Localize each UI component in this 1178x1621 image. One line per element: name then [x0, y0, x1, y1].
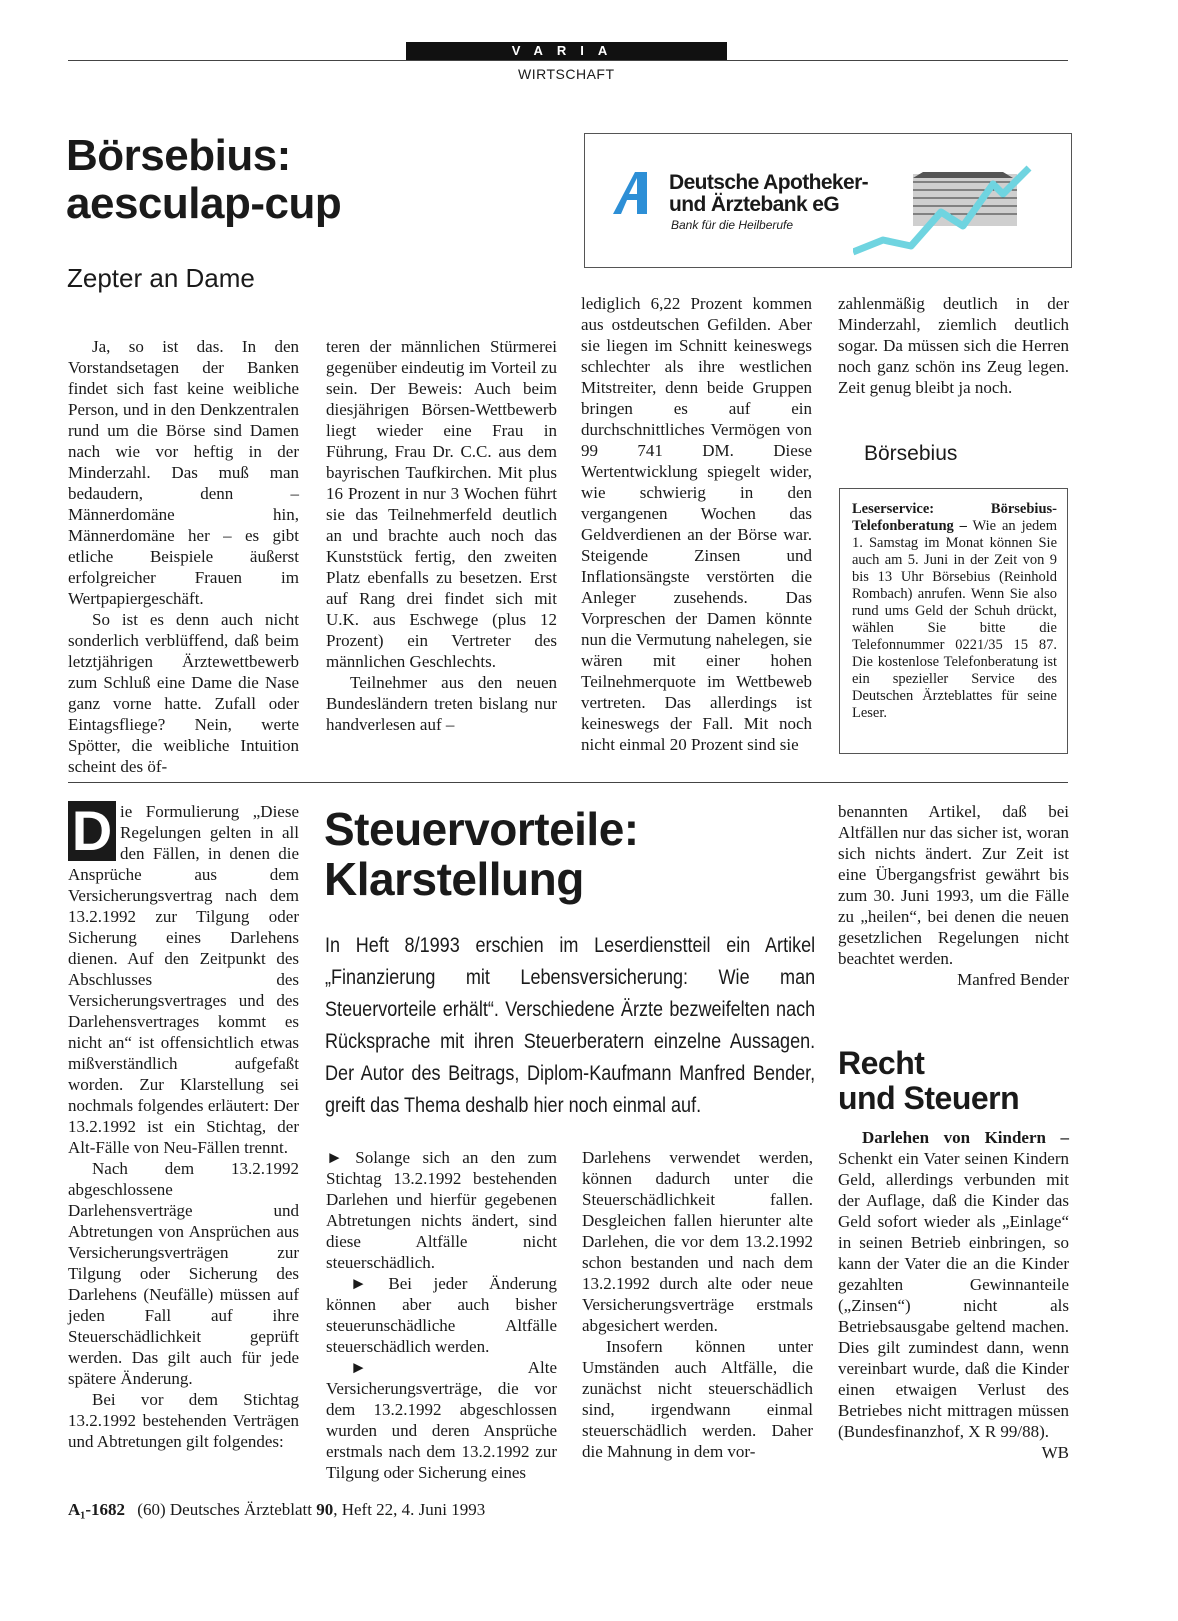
- building-chart-icon: [853, 164, 1053, 256]
- section-band: VARIA: [406, 42, 727, 60]
- article3-initials: WB: [1041, 1443, 1069, 1462]
- article1-col2-para2: Teilnehmer aus den neuen Bundesländern treten bislang nur handverlesen auf –: [326, 673, 557, 734]
- bank-advertisement: [584, 133, 1072, 268]
- article2-left-para1: ie Formulierung „Diese Regelungen gelten in all den Fällen, in denen die Ansprüche aus dem Versicherungsvertrag nach dem 13.2.1992 zur Tilgung oder Sicherung eines Darlehens dienen. Auf den Zeitpunkt des Abschlusses des Versicherungsvertrages und des Darlehensvertrages kommt es nicht an“ ist offensichtlich etwas mißverständlich aufgefaßt worden. Zur Klarstellung sei nochmals folgendes erläutert: Der 13.2.1992 ist ein Stichtag, der Alt-Fälle von Neu-Fällen trennt.: [68, 802, 299, 1157]
- bank-name: [669, 172, 868, 216]
- article1-col1-para2: So ist es denn auch nicht sonderlich verblüffend, daß beim letztjährigen Ärztewettbewerb zum Schluß eine Dame die Nase ganz vorne hatte. Zufall oder Eintagsfliege? Nein, werte Spötter, die weibliche Intuition scheint des öf-: [68, 610, 299, 776]
- article3-lead: Darlehen von Kindern –: [862, 1128, 1069, 1147]
- section-subtitle: WIRTSCHAFT: [518, 66, 615, 82]
- article2-lead-text: In Heft 8/1993 erschien im Leserdienstteil ein Artikel „Finanzierung mit Lebensversicherung: Wie man Steuervorteile erhält“. Verschiedene Ärzte bezweifelten nach Rücksprache mit ihren Steuerberatern einzelne Aussagen. Der Autor des Beitrags, Diplom-Kaufmann Manfred Bender, greift das Thema deshalb hier noch einmal auf.: [325, 934, 816, 1117]
- article2-title-line2: Klarstellung: [324, 853, 584, 905]
- article2-left-para3: Bei vor dem Stichtag 13.2.1992 bestehenden Verträgen und Abtretungen gilt folgendes:: [68, 1390, 299, 1451]
- dropcap-spacer: [68, 801, 120, 861]
- article2-mid1-para3: ► Alte Versicherungsverträge, die vor dem 13.2.1992 abgeschlossen wurden und deren Ansprüche erstmals nach dem 13.2.1992 zur Tilgung oder Sicherung eines: [326, 1358, 557, 1482]
- footer-citation: (60) Deutsches Ärzteblatt: [137, 1500, 312, 1519]
- article2-right-para: benannten Artikel, daß bei Altfällen nur das sicher ist, woran sich nichts ändert. Zur Zeit ist eine Übergangsfrist gewährt bis zum 30. Juni 1993, um die Fälle zu „heilen“, bei denen die neuen gesetzlichen Regelungen nicht beachtet werden.: [838, 802, 1069, 968]
- bank-tagline: Bank für die Heilberufe: [671, 218, 794, 232]
- footer-volume: 90: [316, 1500, 334, 1519]
- article2-author: Manfred Bender: [957, 970, 1069, 989]
- page-footer: [68, 1500, 485, 1520]
- bank-logo-icon: [609, 170, 659, 216]
- article-divider: [68, 782, 1068, 783]
- article2-mid1-para1: ► Solange sich an den zum Stichtag 13.2.1992 bestehenden Darlehen und hierfür gegebenen Abtretungen nichts ändert, sind diese Altfälle nicht steuerschädlich.: [326, 1148, 557, 1272]
- article1-col1-para1: Ja, so ist das. In den Vorstandsetagen der Banken findet sich fast keine weibliche Person, und in den Denkzentralen rund um die Börse sind Damen nach wie vor heftig in der Minderzahl. Das muß man bedaudern, denn – Männerdomäne hin, Männerdomäne her – es gibt etliche Beispiele äußerst erfolgreicher Frauen im Wertpapiergeschäft.: [68, 337, 299, 608]
- article1-column-4: [838, 293, 1069, 398]
- footer-page-code: A₁-1682: [68, 1500, 126, 1519]
- article1-col2-para1: teren der männlichen Stürmerei gegenüber eindeutig im Vorteil zu sein. Der Beweis: Auch beim diesjährigen Börsen-Wettbewerb liegt wieder eine Frau in Führung, Frau Dr. C.C. aus dem bayrischen Taufkirchen. Mit plus 16 Prozent in nur 3 Wochen führt sie das Teilnehmerfeld deutlich an und brachte auch noch das Kunststück fertig, den zweiten Platz ebenfalls zu besetzen. Erst auf Rang drei findet sich mit U.K. aus Eschwege (plus 12 Prozent) ein Vertreter des männlichen Geschlechts.: [326, 337, 557, 671]
- article1-title-line1: Börsebius:: [66, 131, 291, 180]
- article2-left-column: [68, 801, 299, 1452]
- article3-body-text: Schenkt ein Vater seinen Kindern Geld, allerdings verbunden mit der Auflage, daß die Kinder das Geld sofort wieder als „Einlage“ in seinen Betrieb einbringen, so kann der Vater die an die Kinder gezahlten Gewinnanteile („Zinsen“) nicht als Betriebsausgabe geltend machen. Dies gilt zumindest dann, wenn vereinbart wurde, daß die Kinder einen etwaigen Verlust des Betriebes nicht mittragen müssen (Bundesfinanzhof, X R 99/88).: [838, 1149, 1069, 1441]
- article3-body: [838, 1127, 1069, 1463]
- article1-subtitle: Zepter an Dame: [67, 263, 255, 293]
- article2-mid-column-2: [582, 1147, 813, 1462]
- article1-col4-para1: zahlenmäßig deutlich in der Minderzahl, ziemlich deutlich sogar. Da müssen sich die Herren noch ganz schön ins Zeug legen. Zeit genug bleibt ja noch.: [838, 294, 1069, 397]
- article3-title-line2: und Steuern: [838, 1080, 1020, 1116]
- article1-column-1: [68, 336, 299, 777]
- article2-mid2-para1: Darlehens verwendet werden, können dadurch unter die Steuerschädlichkeit fallen. Desgleichen fallen hierunter alte Darlehen, die vor dem 13.2.1992 schon bestanden und nach dem 13.2.1992 durch alte oder neue Versicherungsverträge erstmals abgesichert werden.: [582, 1148, 813, 1335]
- article1-signature: Börsebius: [864, 442, 958, 465]
- article3-text: [838, 1127, 1069, 1462]
- article2-mid2-para2: Insofern können unter Umständen auch Altfälle, die zunächst nicht steuerschädlich sind, irgendwann einmal steuerschädlich werden. Daher die Mahnung in dem vor-: [582, 1337, 813, 1461]
- article2-mid-column-1: [326, 1147, 557, 1483]
- article1-title-line2: aesculap-cup: [66, 179, 342, 228]
- article1-title: [66, 132, 341, 228]
- article2-left-para2: Nach dem 13.2.1992 abgeschlossene Darlehensverträge und Abtretungen von Ansprüchen aus Versicherungsverträgen zur Tilgung oder Sicherung des Darlehens (Neufälle) müssen auf jeden Fall auf ihre Steuerschädlichkeit geprüft werden. Das gilt auch für jede spätere Änderung.: [68, 1159, 299, 1388]
- reader-service-body: Wie an jedem 1. Samstag im Monat können Sie auch am 5. Juni in der Zeit von 9 bis 13 Uhr Börsebius (Reinhold Rombach) anrufen. Wenn Sie also rund ums Geld der Schuh drückt, wählen Sie bitte die Telefonnummer 0221/35 15 87. Die kostenlose Telefonberatung ist ein spezieller Service des Deutschen Ärzteblattes für seine Leser.: [852, 518, 1057, 721]
- reader-service-lead: Leserservice: Börsebius-Telefonberatung –: [852, 501, 1057, 534]
- article3-title: [838, 1046, 1019, 1116]
- article1-col3-para1: lediglich 6,22 Prozent kommen aus ostdeutschen Gefilden. Aber sie liegen im Schnitt keineswegs schlechter als ihre westlichen Mitstreiter, denn beide Gruppen bringen es auf ein durchschnittliches Vermögen von 99 741 DM. Diese Wertentwicklung spiegelt wider, wie schwierig in den vergangenen Wochen das Geldverdienen an der Börse war. Steigende Zinsen und Inflationsängste verstörten die Anleger zusehends. Das Vorpreschen der Damen könnte nun die Vermutung nahelegen, sie wären mit einer hohen Teilnehmerquote im Wettbeweb vertreten. Das allerdings ist keineswegs der Fall. Mit noch nicht einmal 20 Prozent sind sie: [581, 294, 812, 754]
- reader-service-text: [852, 501, 1057, 722]
- article1-column-3: [581, 293, 812, 755]
- article2-right-column: [838, 801, 1069, 990]
- article1-column-2: [326, 336, 557, 735]
- dropcap: D: [68, 801, 116, 861]
- bank-name-line1: Deutsche Apotheker-: [669, 171, 869, 194]
- footer-issue: , Heft 22, 4. Juni 1993: [333, 1500, 486, 1519]
- article3-title-line1: Recht: [838, 1045, 925, 1081]
- bank-name-line2: und Ärztebank eG: [669, 193, 840, 216]
- header-rule: [68, 60, 1068, 61]
- article2-title: [324, 804, 639, 904]
- article2-title-line1: Steuervorteile:: [324, 803, 639, 855]
- reader-service-box: [839, 488, 1068, 754]
- article2-lead: [325, 930, 815, 1122]
- article2-mid1-para2: ► Bei jeder Änderung können aber auch bisher steuerunschädliche Altfälle steuerschädlich werden.: [326, 1274, 557, 1356]
